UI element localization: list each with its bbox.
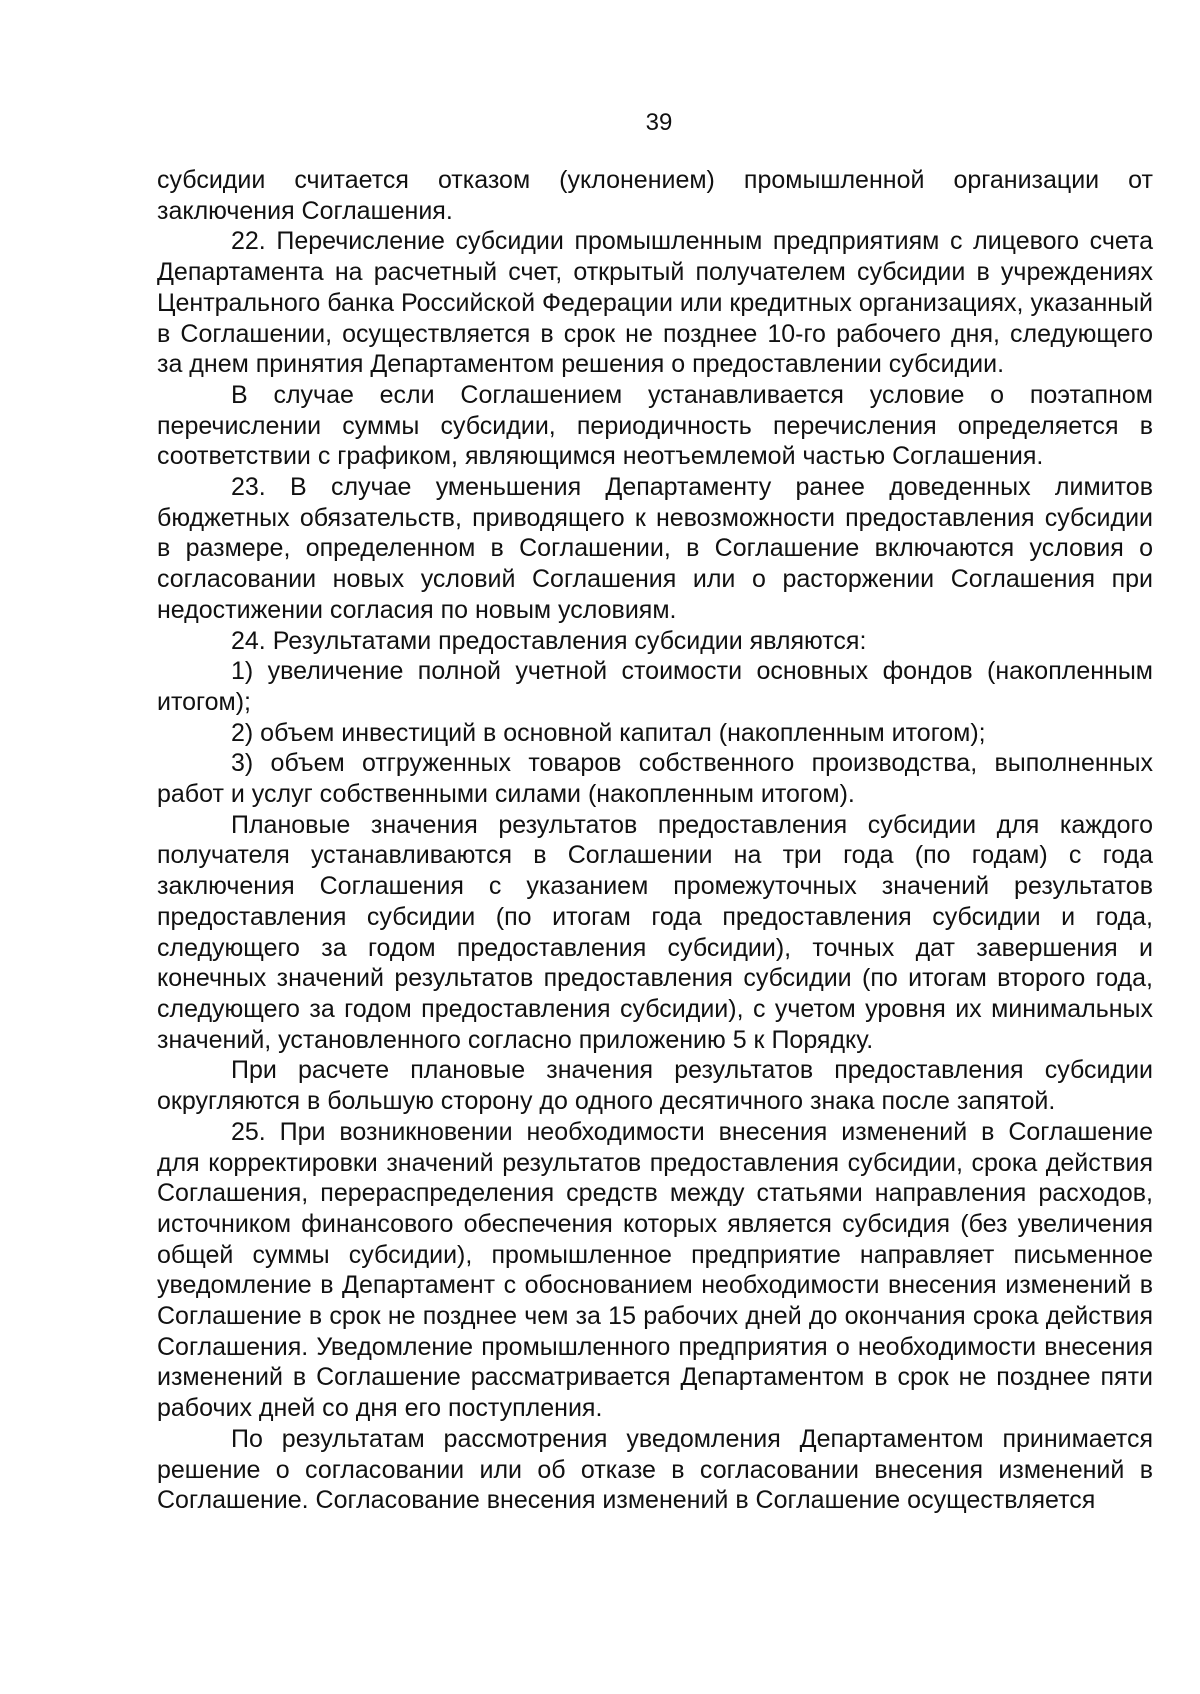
paragraph-23: 23. В случае уменьшения Департаменту ранее доведенных лимитов бюджетных обязательств, приводящего к невозможности предоставления субсидии в размере, определенном в Соглашении, в Соглашение включаются условия о согласовании новых условий Соглашения или о расторжении Соглашения при недостижении согласия по новым условиям. <box>157 473 1153 624</box>
paragraph-staged-transfer: В случае если Соглашением устанавливается условие о поэтапном перечислении суммы субсидии, периодичность перечисления определяется в соответствии с графиком, являющимся неотъемлемой частью Соглашения. <box>157 380 1153 471</box>
paragraph-planned-values: Плановые значения результатов предоставления субсидии для каждого получателя устанавливаются в Соглашении на три года (по годам) с года заключения Соглашения с указанием промежуточных значений результатов предоставления субсидии (по итогам года предоставления субсидии и года, следующего за годом предоставления субсидии), точных дат завершения и конечных значений результатов предоставления субсидии (по итогам второго года, следующего за годом предоставления субсидии), с учетом уровня их минимальных значений, установленного согласно приложению 5 к Порядку. <box>157 810 1153 1054</box>
list-item-2: 2) объем инвестиций в основной капитал (накопленным итогом); <box>231 718 986 747</box>
list-item-3: 3) объем отгруженных товаров собственного производства, выполненных работ и услуг собственными силами (накопленным итогом). <box>157 749 1153 809</box>
paragraph-24: 24. Результатами предоставления субсидии являются: <box>231 626 867 655</box>
page-number: 39 <box>645 109 673 136</box>
body-text <box>157 165 1153 1516</box>
paragraph-review-result: По результатам рассмотрения уведомления Департаментом принимается решение о согласовании или об отказе в согласовании внесения изменений в Соглашение. Согласование внесения изменений в Соглашение осуществляется <box>157 1424 1153 1515</box>
paragraph-continuation: субсидии считается отказом (уклонением) промышленной организации от заключения Соглашения. <box>157 166 1153 225</box>
list-item-1: 1) увеличение полной учетной стоимости основных фондов (накопленным итогом); <box>157 657 1153 716</box>
paragraph-22: 22. Перечисление субсидии промышленным предприятиям с лицевого счета Департамента на расчетный счет, открытый получателем субсидии в учреждениях Центрального банка Российской Федерации или кредитных организациях, указанный в Соглашении, осуществляется в срок не позднее 10-го рабочего дня, следующего за днем принятия Департаментом решения о предоставлении субсидии. <box>157 227 1153 379</box>
paragraph-25: 25. При возникновении необходимости внесения изменений в Соглашение для корректировки значений результатов предоставления субсидии, срока действия Соглашения, перераспределения средств между статьями направления расходов, источником финансового обеспечения которых является субсидия (без увеличения общей суммы субсидии), промышленное предприятие направляет письменное уведомление в Департамент с обоснованием необходимости внесения изменений в Соглашение в срок не позднее чем за 15 рабочих дней до окончания срока действия Соглашения. Уведомление промышленного предприятия о необходимости внесения изменений в Соглашение рассматривается Департаментом в срок не позднее пяти рабочих дней со дня его поступления. <box>157 1117 1153 1423</box>
paragraph-rounding: При расчете плановые значения результатов предоставления субсидии округляются в большую сторону до одного десятичного знака после запятой. <box>157 1056 1153 1116</box>
